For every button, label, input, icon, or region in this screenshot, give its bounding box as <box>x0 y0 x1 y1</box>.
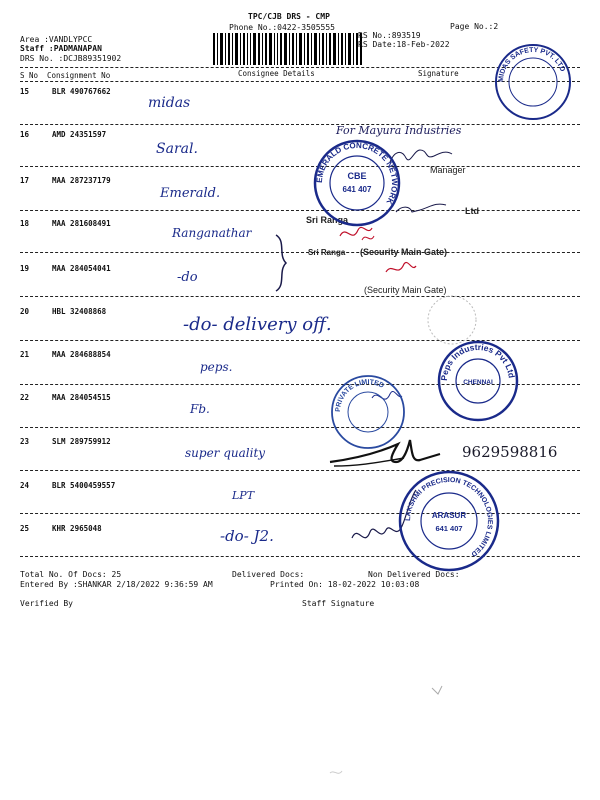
ltd-text: Ltd <box>465 206 479 216</box>
phone-handwritten: 9629598816 <box>462 443 558 461</box>
mayura-text: For Mayura Industries <box>336 124 462 137</box>
row-handwritten-note: -do <box>177 270 198 285</box>
row-sno: 23 <box>20 437 30 446</box>
row-consignment: MAA 284688854 <box>52 350 111 359</box>
peps-inner: CHENNAI <box>463 379 493 386</box>
lakshmi-pin: 641 407 <box>435 524 463 533</box>
row-consignment: MAA 284054515 <box>52 393 111 402</box>
row-consignment: SLM 289759912 <box>52 437 111 446</box>
phone-no: Phone No.:0422-3505555 <box>229 23 335 32</box>
row-handwritten-note: LPT <box>232 489 255 502</box>
lakshmi-city: ARASUR <box>431 511 467 520</box>
sri-ranga-text-2: Sri Ranga <box>308 248 346 257</box>
row-sno: 18 <box>20 219 30 228</box>
page-no: Page No.:2 <box>450 22 499 31</box>
row-consignment: AMD 24351597 <box>52 130 107 139</box>
row-sno: 25 <box>20 524 30 533</box>
row-consignment: KHR 2965048 <box>52 524 102 533</box>
col-consignee: Consignee Details <box>238 69 315 78</box>
col-s-no: S No <box>20 71 39 80</box>
row-handwritten-note: midas <box>148 95 191 111</box>
row-sno: 22 <box>20 393 30 402</box>
row-handwritten-note: -do- J2. <box>220 527 274 545</box>
emerald-city: CBE <box>347 171 367 181</box>
row-handwritten-note: Saral. <box>156 141 198 157</box>
row-consignment: HBL 32408868 <box>52 307 107 316</box>
printed-on: Printed On: 18-02-2022 10:03:08 <box>270 580 420 589</box>
emerald-stamp-text: EMERALD CONCRETE NETWORK <box>314 140 400 206</box>
total-docs: Total No. Of Docs: 25 <box>20 570 122 579</box>
security-text-1: (Security Main Gate) <box>360 247 448 257</box>
rs-no: RS No.:893519 <box>358 31 421 40</box>
row-sno: 21 <box>20 350 30 359</box>
row-sno: 20 <box>20 307 30 316</box>
col-signature: Signature <box>418 69 459 78</box>
security-text-2: (Security Main Gate) <box>364 285 447 295</box>
entered-by: Entered By :SHANKAR 2/18/2022 9:36:59 AM <box>20 580 213 589</box>
row-sno: 17 <box>20 176 30 185</box>
midas-stamp-text: MIDAS SAFETY PVT. LTD <box>497 46 566 83</box>
row-handwritten-note: peps. <box>200 360 233 374</box>
row-handwritten-note: super quality <box>185 446 266 460</box>
row-sno: 19 <box>20 264 30 273</box>
non-delivered-docs: Non Delivered Docs: <box>368 570 460 579</box>
area: Area :VANDLYPCC <box>20 35 93 44</box>
drs-no: DRS No. :DCJB89351902 <box>20 54 122 63</box>
row-handwritten-note: Ranganathar <box>172 226 252 240</box>
staff-signature: Staff Signature <box>302 599 375 608</box>
row-handwritten-note: -do- delivery off. <box>183 314 332 335</box>
row-sno: 16 <box>20 130 30 139</box>
row-sno: 15 <box>20 87 30 96</box>
row-consignment: BLR 5400459557 <box>52 481 116 490</box>
row-handwritten-note: Fb. <box>190 402 210 416</box>
row-handwritten-note: Emerald. <box>160 186 221 201</box>
peps-stamp-text: Peps Industries Pvt Ltd <box>438 341 517 382</box>
verified-by: Verified By <box>20 599 73 608</box>
staff: Staff :PADMANAPAN <box>20 44 102 53</box>
doc-title: TPC/CJB DRS - CMP <box>248 12 330 21</box>
lakshmi-stamp-text: LAKSHMI PRECISION TECHNOLOGIES LIMITED <box>404 476 494 558</box>
emerald-pin: 641 407 <box>342 185 372 194</box>
row-sno: 24 <box>20 481 30 490</box>
delivered-docs: Delivered Docs: <box>232 570 305 579</box>
rs-date: RS Date:18-Feb-2022 <box>358 40 450 49</box>
private-stamp-text: PRIVATE LIMITED <box>334 378 385 413</box>
row-consignment: MAA 284054041 <box>52 264 111 273</box>
row-consignment: BLR 490767662 <box>52 87 111 96</box>
row-consignment: MAA 287237179 <box>52 176 111 185</box>
manager-text: Manager <box>430 165 466 175</box>
sri-ranga-text-1: Sri Ranga <box>306 215 349 225</box>
col-consignment: Consignment No <box>47 71 111 80</box>
row-consignment: MAA 281608491 <box>52 219 111 228</box>
